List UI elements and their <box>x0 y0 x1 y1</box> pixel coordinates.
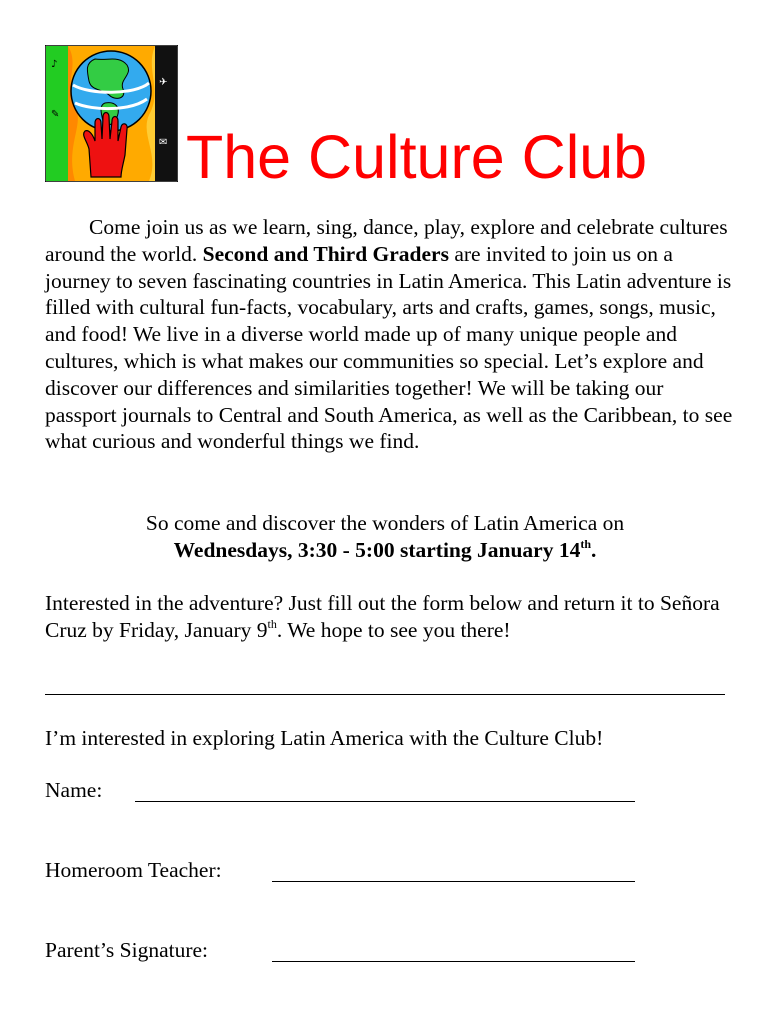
deadline-paragraph: Interested in the adventure? Just fill out the form below and return it to Señora Cruz by Friday, January 9th. We hope to see you there! <box>45 591 720 642</box>
form-heading: I’m interested in exploring Latin America with the Culture Club! <box>45 726 604 750</box>
schedule-line-1: So come and discover the wonders of Latin America on <box>145 511 625 535</box>
svg-text:♪: ♪ <box>51 59 58 70</box>
intro-paragraph <box>45 214 735 455</box>
intro-audience: Second and Third Graders <box>202 241 449 266</box>
cut-line-divider <box>45 694 725 695</box>
schedule-block <box>45 510 725 564</box>
intro-body: are invited to join us on a journey to seven fascinating countries in Latin America. This Latin adventure is filled with cultural fun-facts, vocabulary, arts and crafts, games, songs, music, and food! We live in a diverse world made up of many unique people and cultures, which is what makes our communities so special. Let’s explore and discover our differences and similarities together! We will be taking our passport journals to Central and South America, as well as the Caribbean, to see what curious and wonderful things we find. <box>45 241 733 454</box>
parent-signature-label: Parent’s Signature: <box>45 938 209 962</box>
homeroom-teacher-field[interactable] <box>272 881 635 882</box>
homeroom-teacher-label: Homeroom Teacher: <box>45 858 222 882</box>
schedule-line-2: Wednesdays, 3:30 - 5:00 starting January 14th. <box>173 537 597 562</box>
svg-text:✈: ✈ <box>159 77 168 88</box>
svg-text:✎: ✎ <box>51 109 60 120</box>
globe-and-hand-icon <box>45 45 178 182</box>
parent-signature-field[interactable] <box>272 961 635 962</box>
name-label: Name: <box>45 778 103 802</box>
name-field[interactable] <box>135 801 635 802</box>
page-title: The Culture Club <box>186 123 648 191</box>
svg-text:✉: ✉ <box>159 137 168 148</box>
intro-lead: Come join us as we learn, sing, dance, play, explore and celebrate cultures around the world. <box>45 215 728 266</box>
